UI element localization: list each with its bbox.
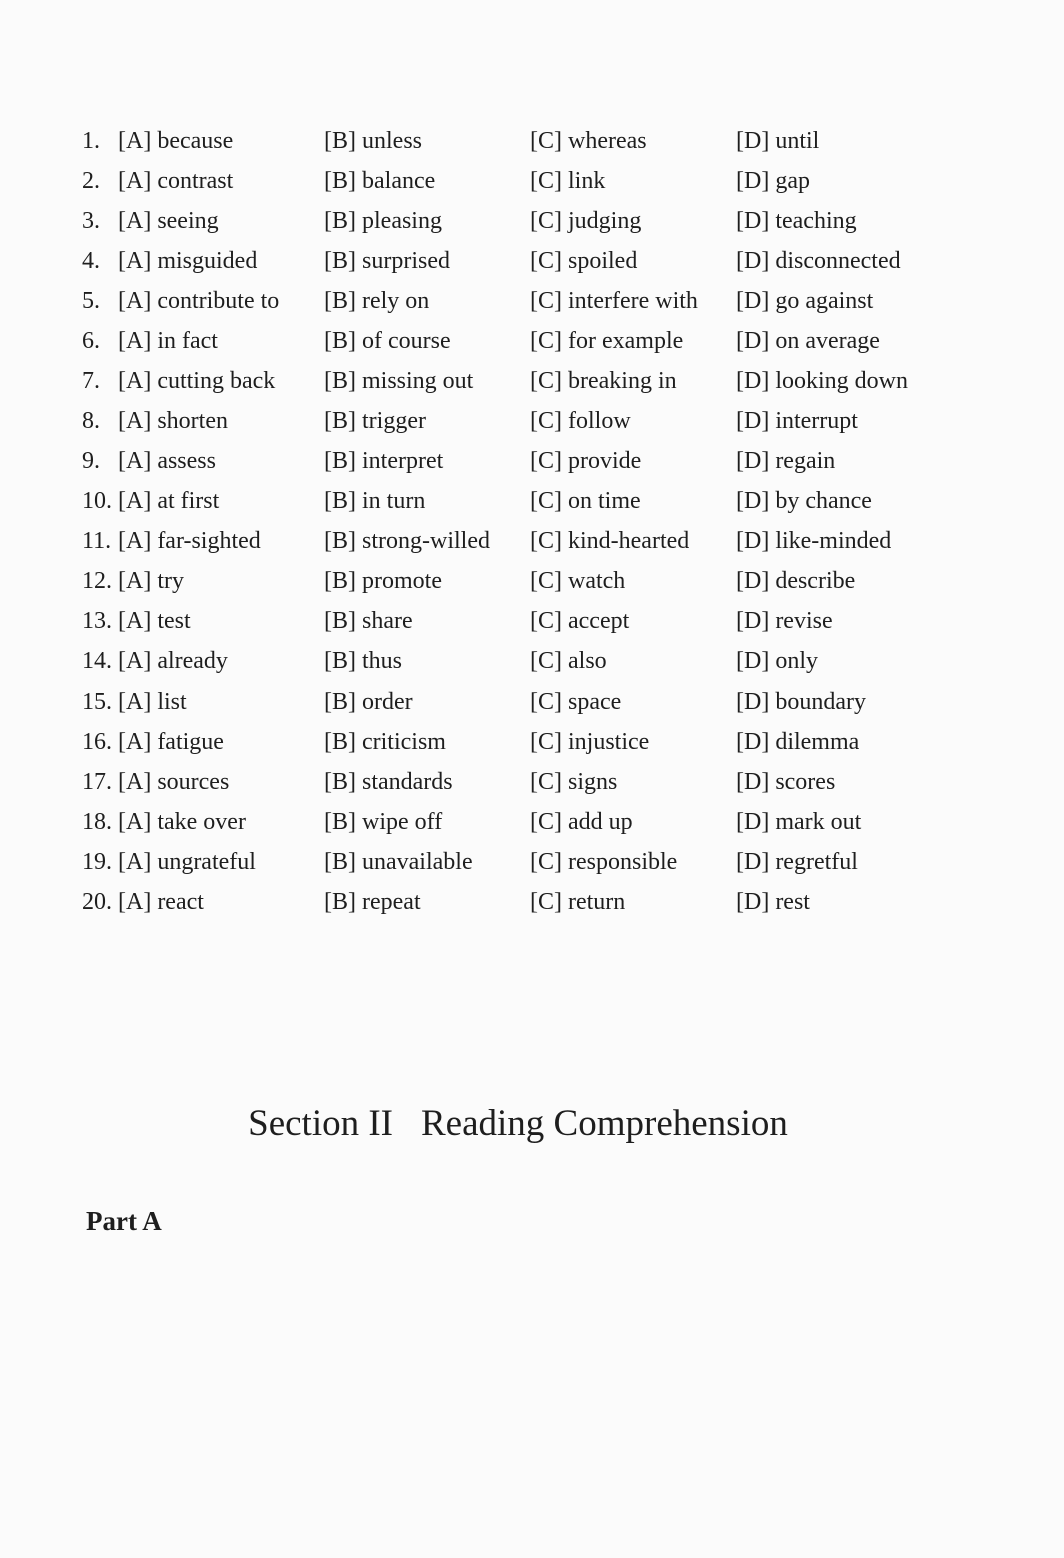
question-number: 11. — [82, 528, 112, 555]
option-b: [B] trigger — [324, 408, 426, 434]
option-b: [B] strong-willed — [324, 528, 490, 555]
question-row — [82, 121, 942, 161]
option-c: [C] for example — [530, 328, 684, 354]
option-c: [C] injustice — [530, 728, 650, 755]
question-row — [82, 682, 942, 722]
option-d: [D] gap — [736, 168, 810, 194]
option-a: [A] because — [118, 128, 234, 154]
option-c: [C] responsible — [530, 848, 678, 875]
question-number: 19. — [82, 848, 112, 875]
question-row — [82, 722, 942, 762]
question-row — [82, 481, 942, 521]
option-c: [C] signs — [530, 768, 618, 795]
option-c: [C] interfere with — [530, 288, 698, 314]
option-a: [A] contrast — [118, 168, 234, 194]
option-d: [D] by chance — [736, 488, 872, 515]
option-c: [C] kind-hearted — [530, 528, 690, 555]
question-row — [82, 601, 942, 641]
question-number: 1. — [82, 128, 100, 154]
option-b: [B] rely on — [324, 288, 430, 314]
option-c: [C] return — [530, 889, 626, 916]
question-row — [82, 161, 942, 201]
option-a: [A] fatigue — [118, 728, 224, 755]
option-c: [C] space — [530, 688, 622, 715]
question-number: 3. — [82, 208, 100, 234]
question-row — [82, 321, 942, 361]
option-a: [A] at first — [118, 488, 220, 515]
question-row — [82, 762, 942, 802]
option-b: [B] order — [324, 688, 413, 715]
option-d: [D] regretful — [736, 848, 858, 875]
part-heading: Part A — [86, 1206, 162, 1236]
question-number: 14. — [82, 648, 112, 675]
question-row — [82, 842, 942, 882]
option-c: [C] also — [530, 648, 607, 675]
option-b: [B] repeat — [324, 889, 421, 916]
option-a: [A] take over — [118, 808, 246, 835]
question-row — [82, 882, 942, 922]
option-d: [D] boundary — [736, 688, 866, 715]
option-b: [B] missing out — [324, 368, 474, 394]
option-a: [A] list — [118, 688, 187, 715]
question-row — [82, 361, 942, 401]
question-number: 7. — [82, 368, 100, 394]
question-number: 2. — [82, 168, 100, 194]
answer-options-list — [82, 121, 942, 922]
question-row — [82, 441, 942, 481]
question-number: 10. — [82, 488, 112, 515]
question-row — [82, 561, 942, 601]
option-b: [B] standards — [324, 768, 453, 795]
question-number: 12. — [82, 568, 112, 595]
question-row — [82, 281, 942, 321]
option-c: [C] provide — [530, 448, 642, 474]
option-a: [A] far-sighted — [118, 528, 261, 555]
question-number: 5. — [82, 288, 100, 314]
option-d: [D] go against — [736, 288, 874, 314]
option-d: [D] on average — [736, 328, 880, 354]
option-b: [B] wipe off — [324, 808, 443, 835]
option-a: [A] test — [118, 608, 191, 635]
option-c: [C] spoiled — [530, 248, 638, 274]
question-number: 17. — [82, 768, 112, 795]
option-c: [C] follow — [530, 408, 631, 434]
section-heading — [0, 1100, 1036, 1148]
option-d: [D] describe — [736, 568, 856, 595]
question-number: 20. — [82, 889, 112, 916]
option-c: [C] watch — [530, 568, 626, 595]
question-number: 6. — [82, 328, 100, 354]
question-row — [82, 802, 942, 842]
option-a: [A] misguided — [118, 248, 258, 274]
option-a: [A] shorten — [118, 408, 228, 434]
option-b: [B] unavailable — [324, 848, 473, 875]
option-b: [B] thus — [324, 648, 402, 675]
option-d: [D] until — [736, 128, 820, 154]
option-c: [C] accept — [530, 608, 630, 635]
option-c: [C] breaking in — [530, 368, 677, 394]
question-row — [82, 521, 942, 561]
option-a: [A] assess — [118, 448, 216, 474]
question-number: 13. — [82, 608, 112, 635]
option-b: [B] balance — [324, 168, 436, 194]
option-c: [C] add up — [530, 808, 633, 835]
option-a: [A] cutting back — [118, 368, 276, 394]
option-d: [D] like-minded — [736, 528, 892, 555]
option-d: [D] interrupt — [736, 408, 858, 434]
section-label: Section II — [248, 1103, 393, 1144]
question-number: 18. — [82, 808, 112, 835]
option-b: [B] surprised — [324, 248, 450, 274]
option-d: [D] dilemma — [736, 728, 860, 755]
option-a: [A] ungrateful — [118, 848, 256, 875]
option-b: [B] share — [324, 608, 413, 635]
option-c: [C] judging — [530, 208, 642, 234]
question-number: 4. — [82, 248, 100, 274]
option-d: [D] regain — [736, 448, 836, 474]
option-b: [B] in turn — [324, 488, 426, 515]
option-a: [A] contribute to — [118, 288, 280, 314]
question-row — [82, 201, 942, 241]
question-row — [82, 641, 942, 681]
option-d: [D] teaching — [736, 208, 857, 234]
option-a: [A] already — [118, 648, 228, 675]
option-c: [C] whereas — [530, 128, 647, 154]
option-a: [A] sources — [118, 768, 230, 795]
option-b: [B] criticism — [324, 728, 446, 755]
section-title-text: Reading Comprehension — [421, 1103, 788, 1144]
question-row — [82, 401, 942, 441]
option-b: [B] promote — [324, 568, 442, 595]
option-b: [B] interpret — [324, 448, 444, 474]
option-c: [C] link — [530, 168, 606, 194]
question-number: 8. — [82, 408, 100, 434]
option-d: [D] looking down — [736, 368, 908, 394]
question-number: 16. — [82, 728, 112, 755]
option-a: [A] in fact — [118, 328, 218, 354]
option-b: [B] of course — [324, 328, 451, 354]
question-number: 9. — [82, 448, 100, 474]
option-a: [A] try — [118, 568, 184, 595]
question-row — [82, 241, 942, 281]
option-d: [D] mark out — [736, 808, 862, 835]
option-b: [B] pleasing — [324, 208, 442, 234]
option-d: [D] disconnected — [736, 248, 901, 274]
option-b: [B] unless — [324, 128, 422, 154]
option-a: [A] react — [118, 889, 204, 916]
option-d: [D] scores — [736, 768, 836, 795]
question-number: 15. — [82, 688, 112, 715]
option-d: [D] rest — [736, 889, 810, 916]
option-a: [A] seeing — [118, 208, 219, 234]
option-d: [D] only — [736, 648, 818, 675]
option-d: [D] revise — [736, 608, 833, 635]
option-c: [C] on time — [530, 488, 641, 515]
